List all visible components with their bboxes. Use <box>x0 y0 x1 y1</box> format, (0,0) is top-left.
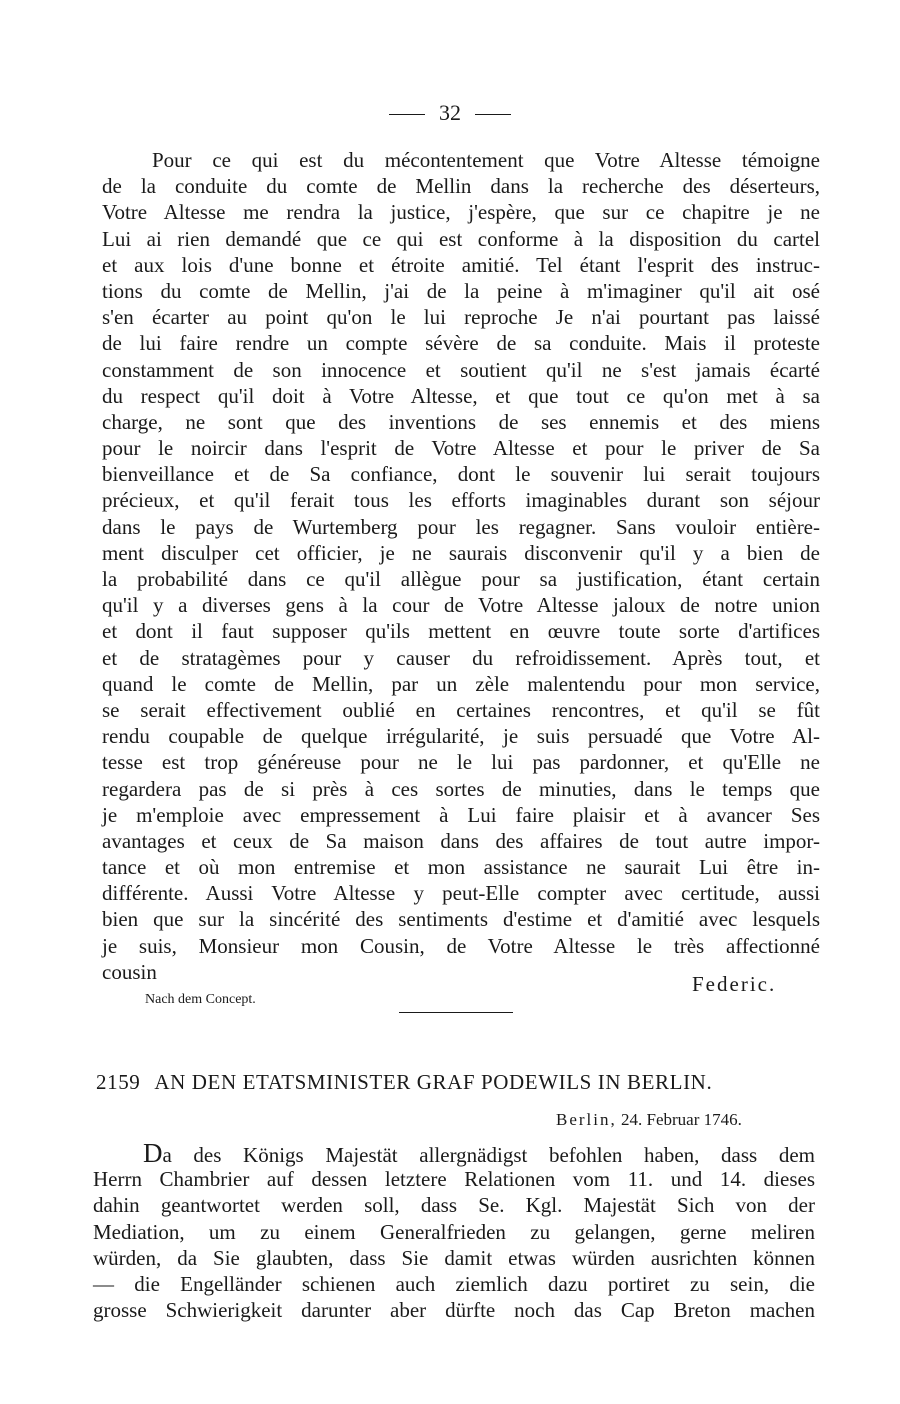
text-line: et dont il faut supposer qu'ils mettent en œuvre toute sorte d'artifices <box>102 619 820 644</box>
text-line: de lui faire rendre un compte sévère de sa conduite. Mais il proteste <box>102 331 820 356</box>
section-separator <box>399 1012 513 1013</box>
text-line: tance et où mon entremise et mon assistance ne saurait Lui être in- <box>102 855 820 880</box>
text-line: de la conduite du comte de Mellin dans la recherche des déserteurs, <box>102 174 820 199</box>
text-line: Mediation, um zu einem Generalfrieden zu gelangen, gerne meliren <box>93 1219 815 1244</box>
text-line: bien que sur la sincérité des sentiments d'estime et d'amitié avec lesquels <box>102 907 820 932</box>
dateline-date: 24. Februar 1746. <box>621 1110 742 1129</box>
dateline <box>556 1110 742 1130</box>
text-line: tesse est trop généreuse pour ne le lui pas pardonner, et qu'Elle ne <box>102 750 820 775</box>
text-line: la probabilité dans ce qu'il allègue pour sa justification, étant certain <box>102 567 820 591</box>
text-line: et de stratagèmes pour y causer du refroidissement. Après tout, et <box>102 645 820 670</box>
page-number-dash-left <box>389 114 425 115</box>
text-line: précieux, et qu'il ferait tous les efforts imaginables durant son séjour <box>102 488 820 513</box>
text-line: différente. Aussi Votre Altesse y peut-Elle compter avec certitude, aussi <box>102 881 820 906</box>
document-heading <box>96 1070 818 1095</box>
text-line: s'en écarter au point qu'on le lui reproche Je n'ai pourtant pas laissé <box>102 305 820 330</box>
text-line: pour le noircir dans l'esprit de Votre Altesse et pour le priver de Sa <box>102 436 820 461</box>
text-line: Votre Altesse me rendra la justice, j'espère, que sur ce chapitre je ne <box>102 200 820 225</box>
text-line: Herrn Chambrier auf dessen letztere Relationen vom 11. und 14. dieses <box>93 1167 815 1192</box>
document-title: AN DEN ETATSMINISTER GRAF PODEWILS IN BERLIN. <box>154 1070 713 1094</box>
document-number: 2159 <box>96 1070 141 1094</box>
drop-cap: D <box>143 1138 163 1168</box>
dateline-place: Berlin, <box>556 1110 617 1129</box>
text-line: regardera pas de si près à ces sortes de minuties, dans le temps que <box>102 776 820 801</box>
signature: Federic. <box>692 972 777 996</box>
text-line: Lui ai rien demandé que ce qui est conforme à la disposition du cartel <box>102 226 820 251</box>
text-line: — die Engelländer schienen auch ziemlich dazu portiret zu sein, die <box>93 1271 815 1296</box>
text-line: cousin <box>102 959 157 984</box>
text-line: ment disculper cet officier, je ne saurais disconvenir qu'il y a bien de <box>102 540 820 565</box>
text-line: du respect qu'il doit à Votre Altesse, et que tout ce qu'on met à sa <box>102 383 820 408</box>
text-line: dans le pays de Wurtemberg pour les regagner. Sans vouloir entière- <box>102 514 820 539</box>
text-line: rendu coupable de quelque irrégularité, je suis persuadé que Votre Al- <box>102 724 820 749</box>
page-number-value: 32 <box>439 100 461 125</box>
text-line: se serait effectivement oublié en certaines rencontres, et qu'il se fût <box>102 697 820 722</box>
text-line: et aux lois d'une bonne et étroite amitié. Tel étant l'esprit des instruc- <box>102 252 820 277</box>
text-line: avantages et ceux de Sa maison dans des affaires de tout autre impor- <box>102 828 820 853</box>
text-line: Pour ce qui est du mécontentement que Votre Altesse témoigne <box>152 148 820 172</box>
page-number <box>0 100 900 126</box>
text-line: qu'il y a diverses gens à la cour de Votre Altesse jaloux de notre union <box>102 593 820 618</box>
text-line: bienveillance et de Sa confiance, dont le souvenir lui serait toujours <box>102 462 820 487</box>
text-line: constamment de son innocence et soutient qu'il ne s'est jamais écarté <box>102 357 820 382</box>
first-line-text: a des Königs Majestät allergnädigst befohlen haben, dass dem <box>162 1143 815 1167</box>
text-line-first <box>93 1140 815 1166</box>
letter-body <box>102 147 820 985</box>
text-line: quand le comte de Mellin, par un zèle malentendu pour mon service, <box>102 671 820 696</box>
text-line: je m'emploie avec empressement à Lui faire plaisir et à avancer Ses <box>102 802 820 827</box>
source-note: Nach dem Concept. <box>145 992 256 1007</box>
text-line: dahin geantwortet werden soll, dass Se. Kgl. Majestät Sich von der <box>93 1193 815 1218</box>
text-line: würden, da Sie glaubten, dass Sie damit etwas würden ausrichten können <box>93 1245 815 1270</box>
text-line: charge, ne sont que des inventions de ses ennemis et des miens <box>102 409 820 434</box>
text-line: je suis, Monsieur mon Cousin, de Votre Altesse le très affectionné <box>102 933 820 958</box>
document-body <box>93 1140 815 1323</box>
text-line: tions du comte de Mellin, j'ai de la peine à m'imaginer qu'il ait osé <box>102 278 820 303</box>
page-number-dash-right <box>475 114 511 115</box>
text-line: grosse Schwierigkeit darunter aber dürfte noch das Cap Breton machen <box>93 1298 815 1323</box>
